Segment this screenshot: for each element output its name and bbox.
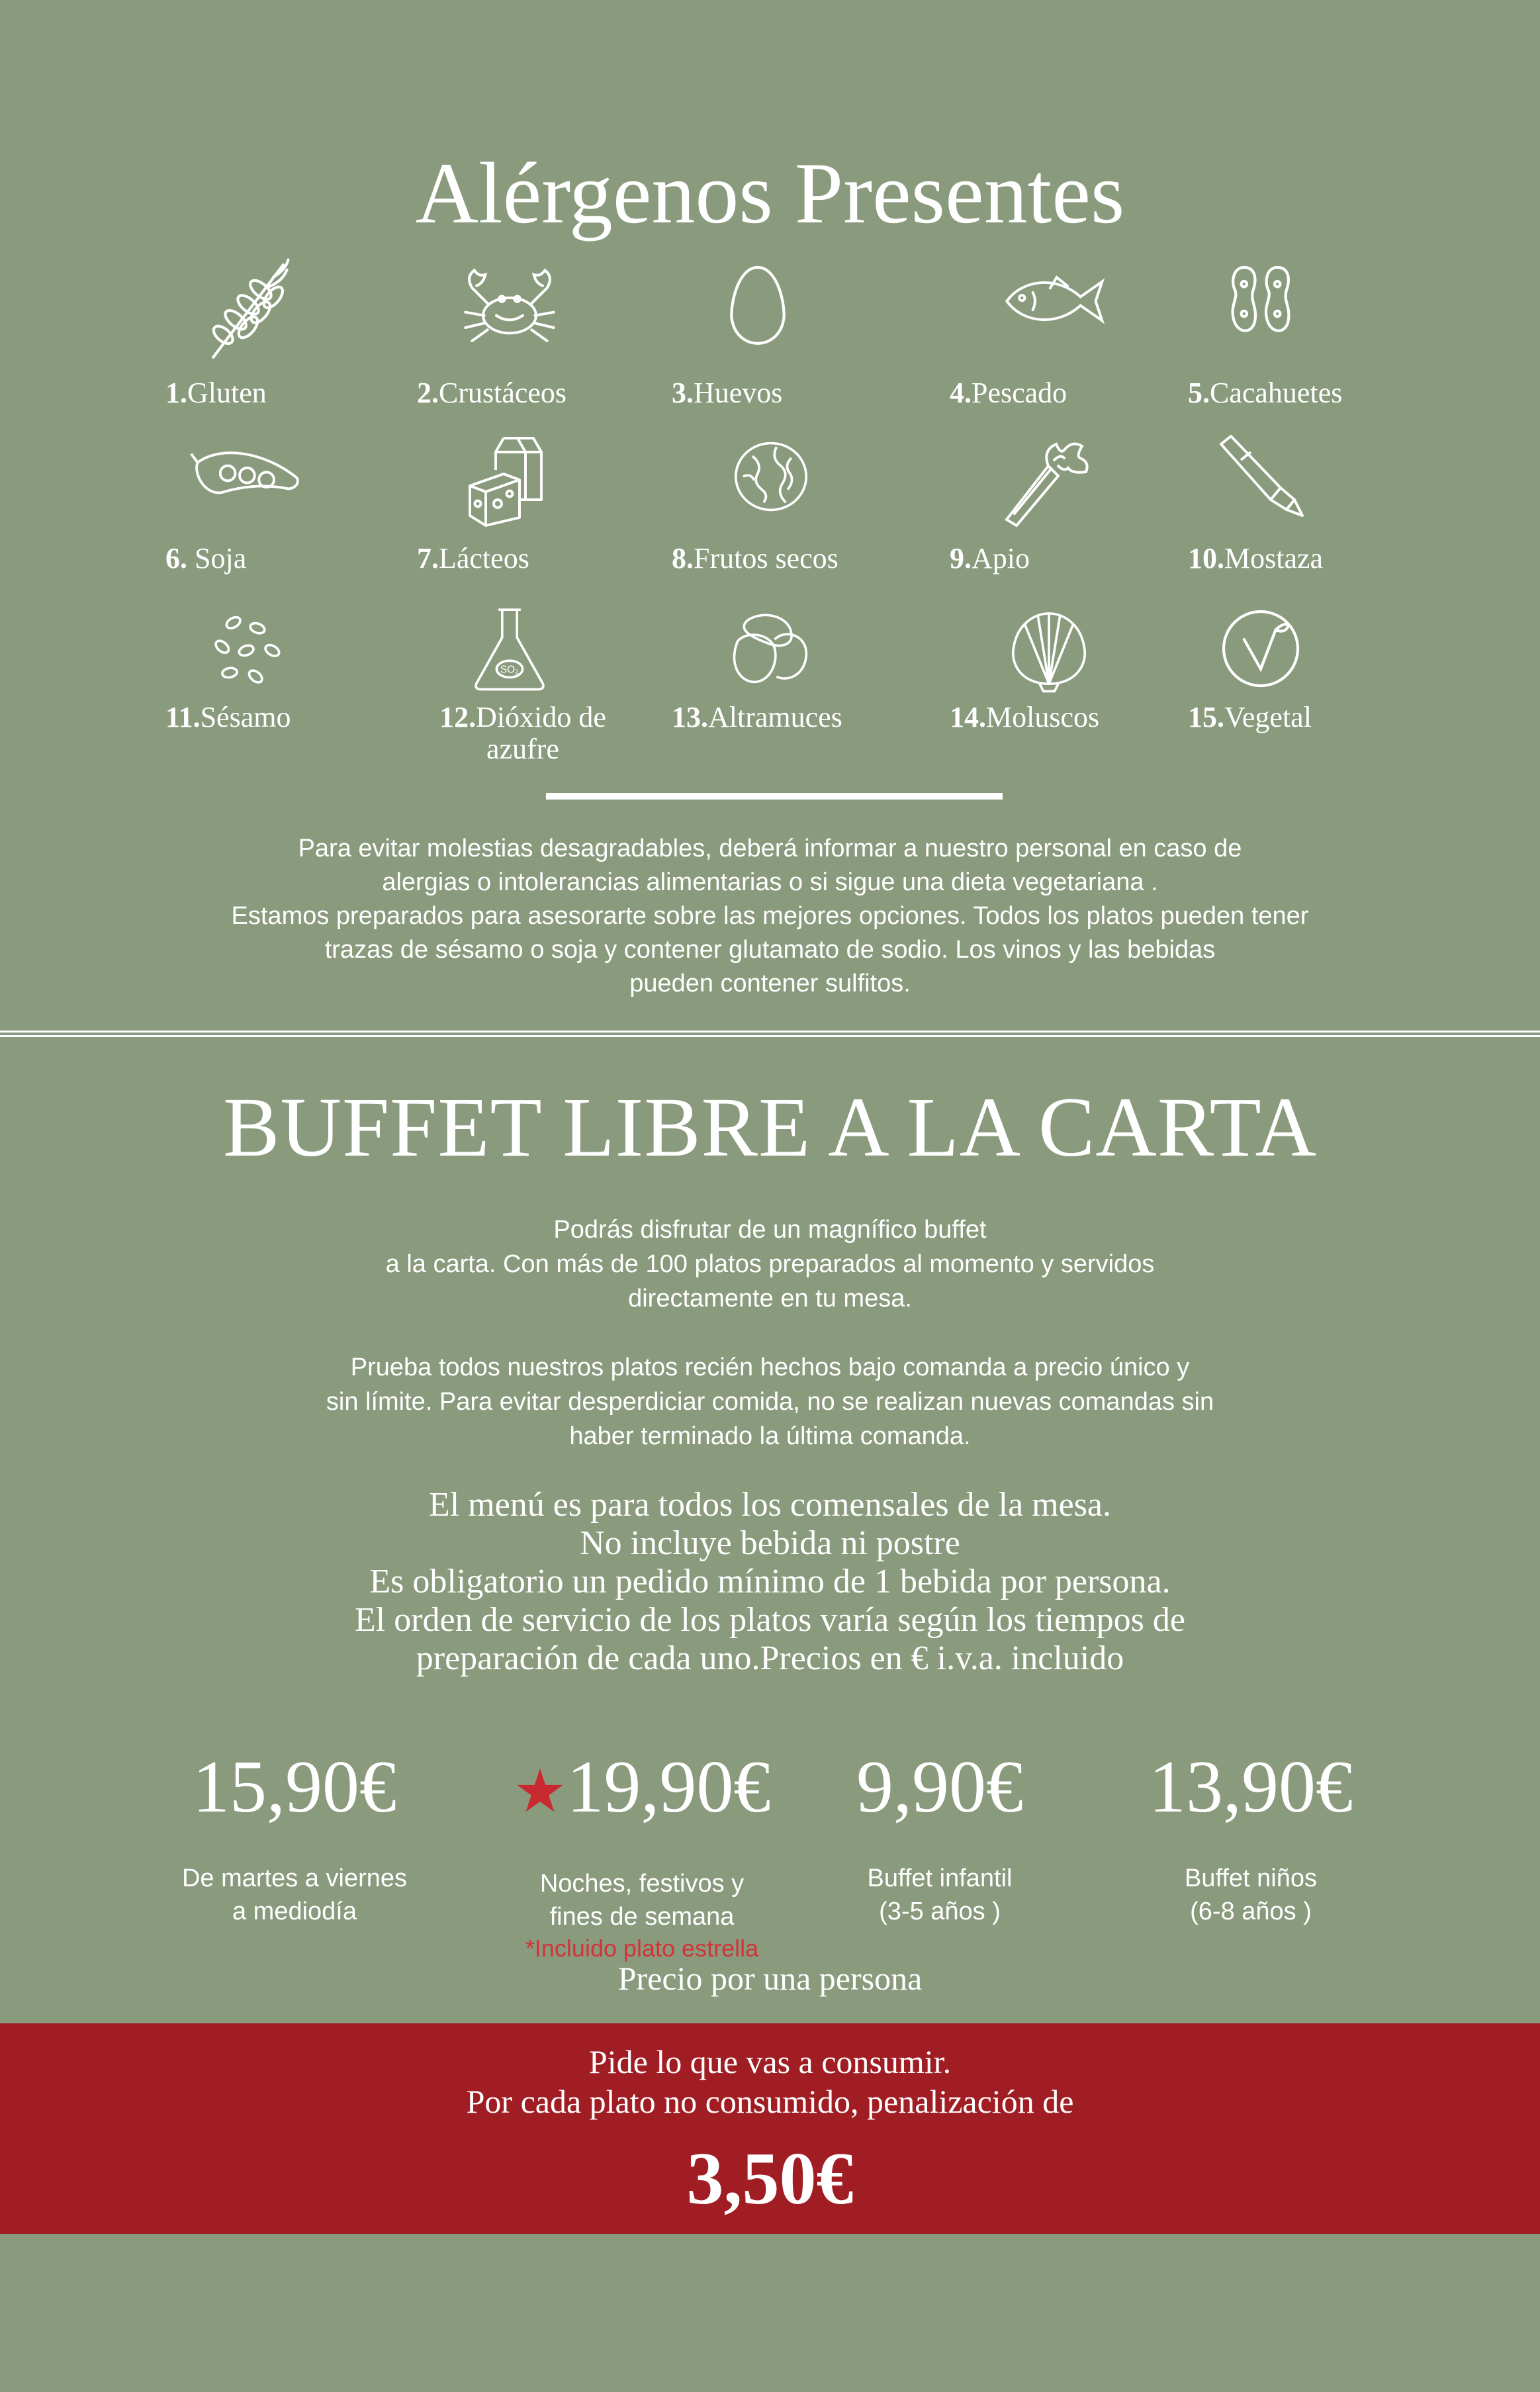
intro-line: Podrás disfrutar de un magnífico buffet	[553, 1216, 987, 1244]
allergen-label: 3.Huevos	[672, 377, 783, 409]
egg-icon	[632, 255, 883, 381]
star-icon: ★	[513, 1759, 567, 1825]
allergen-label: 9.Apio	[950, 542, 1030, 575]
buffet-title: BUFFET LIBRE A LA CARTA	[223, 1080, 1317, 1174]
price-description: Noches, festivos y fines de semana *Incluido plato estrella	[457, 1867, 827, 1964]
allergen-label: 15.Vegetal	[1188, 701, 1312, 733]
allergen-label: 1.Gluten	[165, 377, 267, 409]
allergen-label: 14.Moluscos	[950, 701, 1100, 733]
allergen-label: 11.Sésamo	[165, 701, 291, 733]
penalty-banner	[0, 2023, 1540, 2234]
price-amount: 9,90€	[856, 1746, 1023, 1828]
penalty-amount: 3,50€	[686, 2138, 854, 2220]
allergen-note	[0, 832, 1540, 1001]
section-divider	[0, 1031, 1540, 1037]
price-amount: ★19,90€	[513, 1746, 771, 1828]
banner-line: Por cada plato no consumido, penalización de	[466, 2083, 1074, 2120]
allergen-label: 5.Cacahuetes	[1188, 377, 1343, 409]
allergen-label: 13.Altramuces	[672, 701, 842, 733]
allergen-label: 6. Soja	[165, 542, 247, 575]
allergen-label: 7.Lácteos	[417, 542, 529, 575]
divider	[546, 793, 1003, 800]
price-weekday	[146, 1744, 443, 1928]
mustard-icon	[1135, 430, 1386, 556]
intro-line: haber terminado la última comanda.	[569, 1422, 971, 1450]
crab-icon	[384, 255, 635, 381]
allergen-label: 4.Pescado	[950, 377, 1067, 409]
intro-line: Prueba todos nuestros platos recién hechos bajo comanda a precio único y	[350, 1354, 1190, 1381]
allergen-label: 8.Frutos secos	[672, 542, 838, 575]
intro-line: a la carta. Con más de 100 platos preparados al momento y servidos	[385, 1250, 1155, 1278]
buffet-rules	[0, 1486, 1540, 1678]
walnut-icon	[645, 430, 897, 556]
price-ninos	[1112, 1744, 1390, 1928]
per-person-label: Precio por una persona	[617, 1960, 923, 1997]
intro-line: sin límite. Para evitar desperdiciar comida, no se realizan nuevas comandas sin	[326, 1388, 1214, 1416]
price-note: *Incluido plato estrella	[525, 1935, 759, 1962]
allergen-label: 2.Crustáceos	[417, 377, 567, 409]
peanut-icon	[1135, 255, 1386, 381]
note-line: alergias o intolerancias alimentarias o si sigue una dieta vegetariana .	[382, 868, 1158, 896]
rule-line: El menú es para todos los comensales de la mesa.	[428, 1486, 1112, 1524]
intro-line: directamente en tu mesa.	[628, 1285, 912, 1312]
soy-icon	[122, 430, 374, 556]
rule-line: No incluye bebida ni postre	[580, 1524, 960, 1562]
wheat-icon	[122, 255, 374, 381]
allergen-label: 10.Mostaza	[1188, 542, 1324, 575]
price-weekend	[457, 1744, 827, 1964]
allergens-title: Alérgenos Presentes	[415, 144, 1125, 242]
allergen-label: 12.Dióxido de azufre	[439, 701, 606, 765]
price-description: De martes a viernes a mediodía	[181, 1864, 407, 1925]
price-infantil	[821, 1744, 1059, 1928]
rule-line: Es obligatorio un pedido mínimo de 1 bebida por persona.	[369, 1563, 1171, 1600]
note-line: Estamos preparados para asesorarte sobre las mejores opciones. Todos los platos pueden tener	[231, 902, 1309, 930]
buffet-intro-2	[0, 1350, 1540, 1453]
rule-line: preparación de cada uno.Precios en € i.v.a. incluido	[416, 1639, 1124, 1677]
price-amount: 13,90€	[1149, 1746, 1353, 1828]
price-description: Buffet infantil (3-5 años )	[867, 1864, 1013, 1925]
rule-line: El orden de servicio de los platos varía según los tiempos de	[355, 1601, 1185, 1639]
note-line: Para evitar molestias desagradables, deberá informar a nuestro personal en caso de	[298, 835, 1242, 862]
price-amount: 15,90€	[193, 1746, 396, 1828]
svg-text:SO₂: SO₂	[500, 664, 520, 676]
buffet-intro	[0, 1213, 1540, 1316]
note-line: trazas de sésamo o soja y contener glutamato de sodio. Los vinos y las bebidas	[324, 936, 1216, 964]
note-line: pueden contener sulfitos.	[629, 970, 911, 997]
dairy-icon	[384, 430, 635, 556]
price-description: Buffet niños (6-8 años )	[1184, 1864, 1317, 1925]
celery-icon	[917, 430, 1168, 556]
banner-line: Pide lo que vas a consumir.	[588, 2043, 952, 2080]
